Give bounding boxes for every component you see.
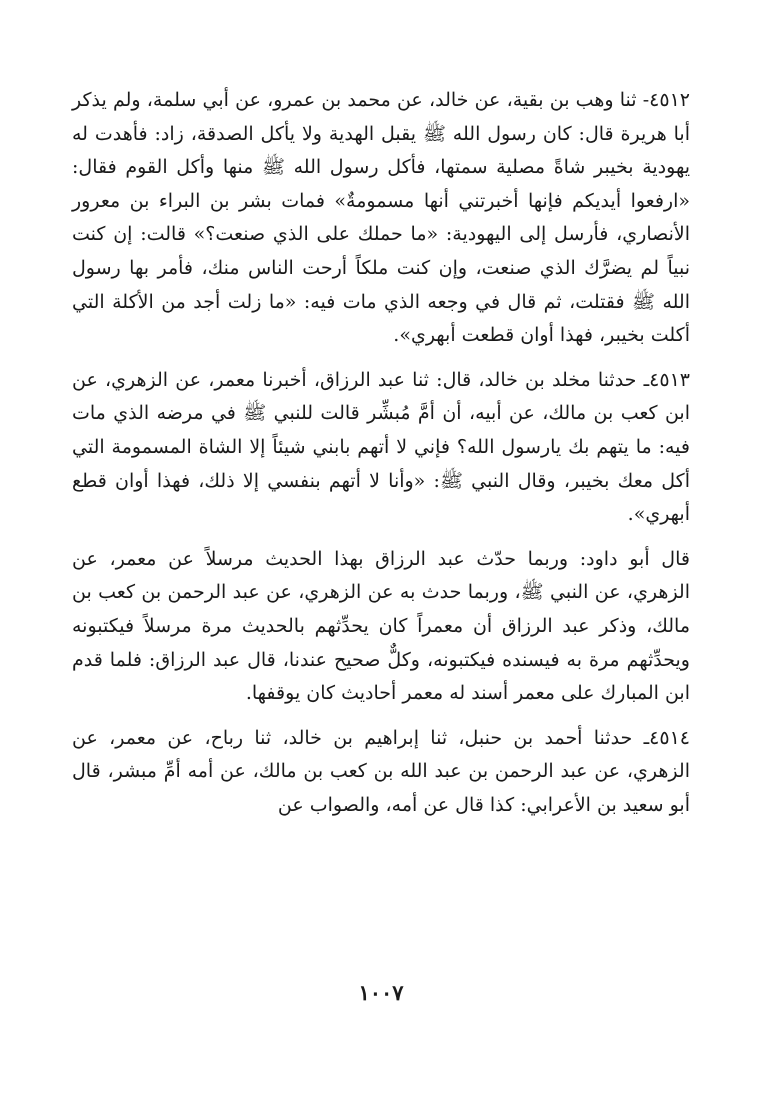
abu-dawud-commentary-paragraph: قال أبو داود: وربما حدّث عبد الرزاق بهذا الحديث مرسلاً عن معمر، عن الزهري، عن النبي ﷺ، وربما حدث به عن الزهري، عن عبد الرحمن بن كعب بن مالك، وذكر عبد الرزاق أن معمراً كان يحدِّثهم بالحديث مرة مرسلاً فيكتبونه ويحدِّثهم مرة به فيسنده فيكتبونه، وكلٌّ صحيح عندنا، قال عبد الرزاق: فلما قدم ابن المبارك على معمر أسند له معمر أحاديث كان يوقفها. [72, 547, 690, 705]
hadith-4513-paragraph: ٤٥١٣ـ حدثنا مخلد بن خالد، قال: ثنا عبد الرزاق، أخبرنا معمر، عن الزهري، عن ابن كعب بن مالك، عن أبيه، أن أمَّ مُبشِّر قالت للنبي ﷺ في مرضه الذي مات فيه: ما يتهم بك يارسول الله؟ فإني لا أتهم بابني شيئاً إلا الشاة المسمومة التي أكل معك بخيبر، وقال النبي ﷺ: «وأنا لا أتهم بنفسي إلا ذلك، فهذا أوان قطع أبهري». [72, 368, 690, 526]
page-number: ١٠٠٧ [358, 980, 404, 1005]
hadith-4514-paragraph: ٤٥١٤ـ حدثنا أحمد بن حنبل، ثنا إبراهيم بن خالد، ثنا رباح، عن معمر، عن الزهري، عن عبد الرحمن بن عبد الله بن كعب بن مالك، عن أمه أمِّ مبشر، قال أبو سعيد بن الأعرابي: كذا قال عن أمه، والصواب عن [72, 726, 690, 816]
hadith-4512-paragraph: ٤٥١٢- ثنا وهب بن بقية، عن خالد، عن محمد بن عمرو، عن أبي سلمة، ولم يذكر أبا هريرة قال: كان رسول الله ﷺ يقبل الهدية ولا يأكل الصدقة، زاد: فأهدت له يهودية بخيبر شاةً مصلية سمتها، فأكل رسول الله ﷺ منها وأكل القوم فقال: «ارفعوا أيديكم فإنها أخبرتني أنها مسمومةٌ» فمات بشر بن البراء بن معرور الأنصاري، فأرسل إلى اليهودية: «ما حملك على الذي صنعت؟» قالت: إن كنت نبياً لم يضرَّك الذي صنعت، وإن كنت ملكاً أرحت الناس منك، فأمر بها رسول الله ﷺ فقتلت، ثم قال في وجعه الذي مات فيه: «ما زلت أجد من الأكلة التي أكلت بخيبر، فهذا أوان قطعت أبهري». [72, 89, 690, 347]
page-body-text [72, 84, 690, 833]
